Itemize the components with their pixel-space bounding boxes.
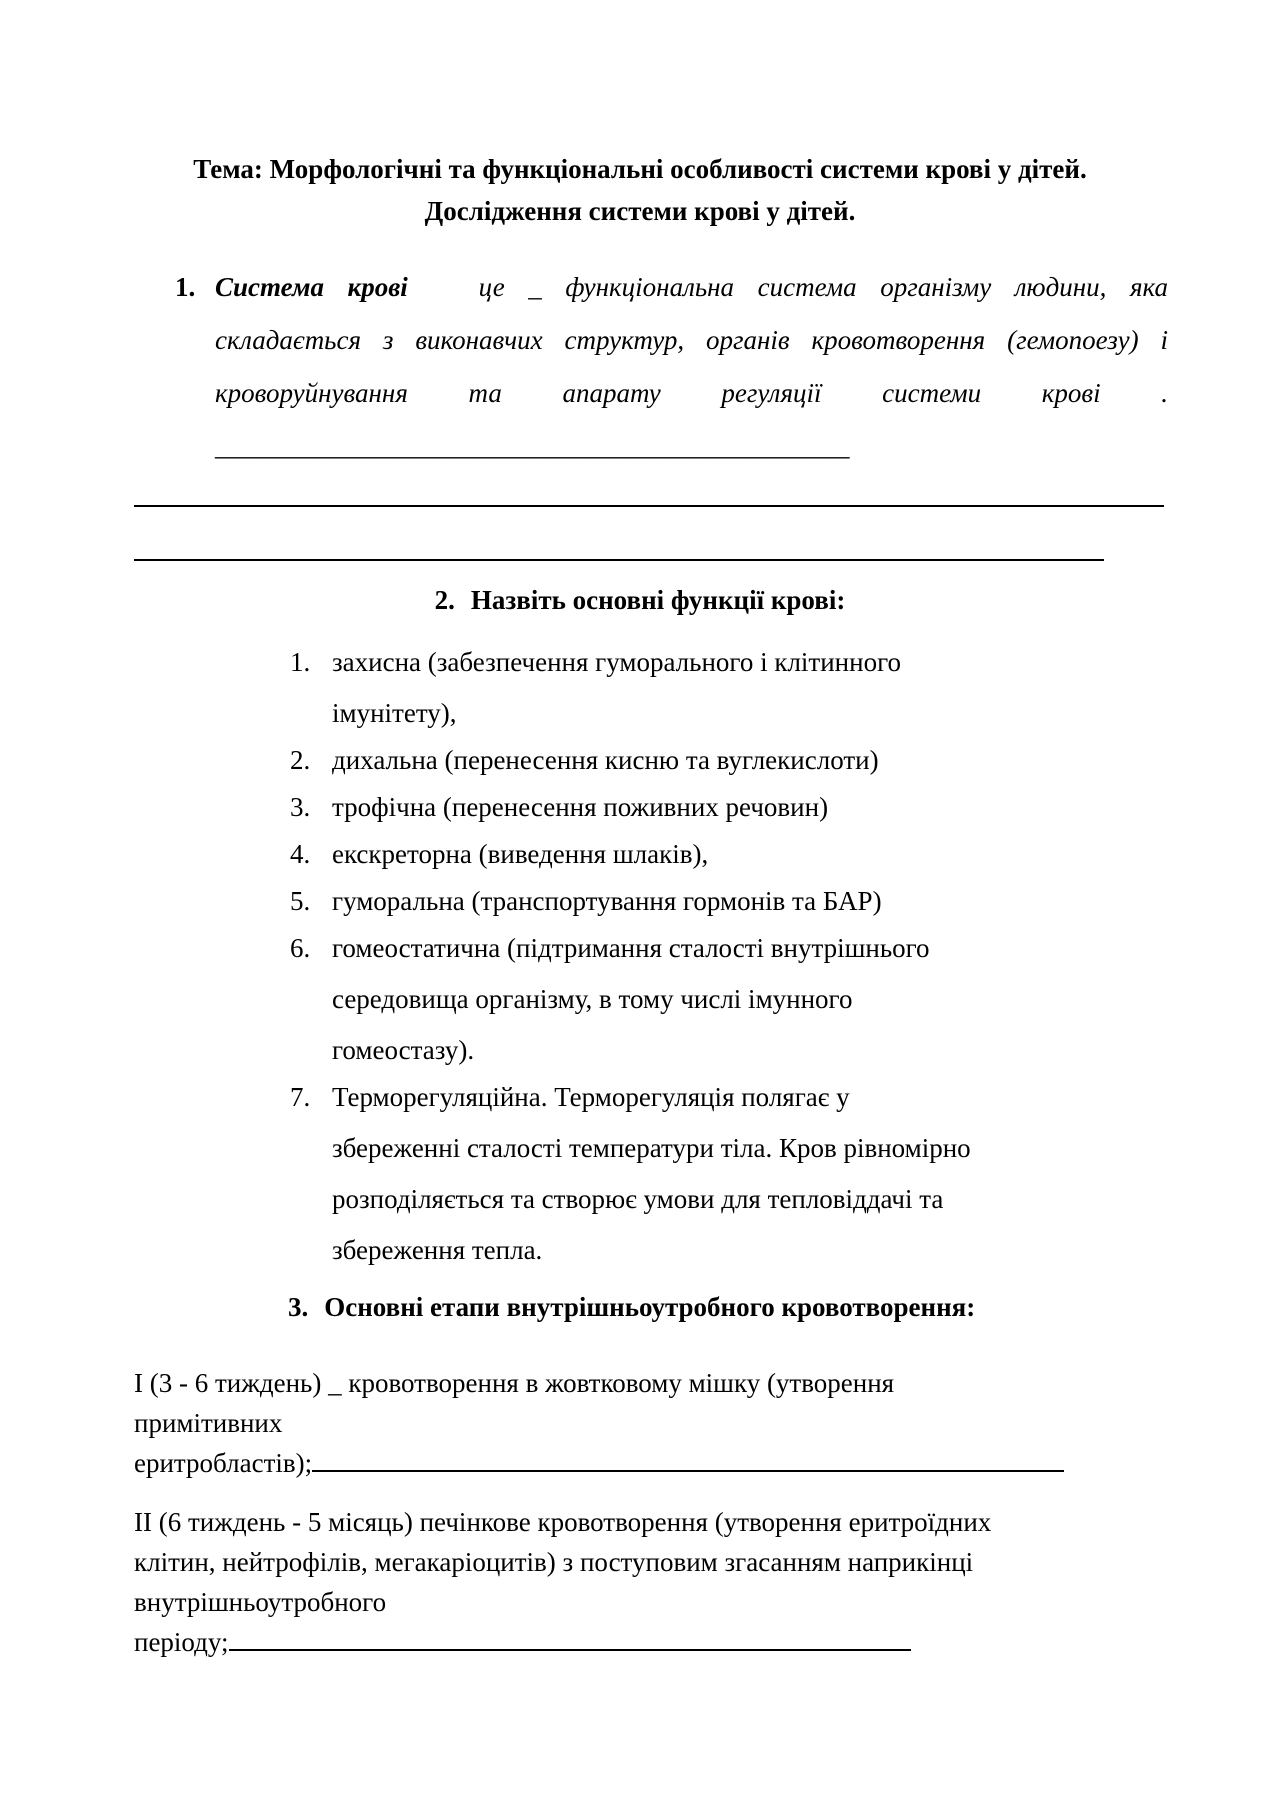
stage-1-line-3-text: еритробластів); [134,1448,313,1478]
function-item-number: 6. [290,933,311,963]
stage-1-answer-blank [312,1446,1064,1472]
functions-list [290,637,1080,1276]
stage-2 [134,1502,1134,1662]
function-item-number: 4. [290,839,311,869]
section-1-number: 1. [175,272,196,302]
stage-2-line-4-text: періоду; [134,1627,229,1657]
function-item-line: розподіляється та створює умови для тепловіддачі та [332,1184,944,1214]
stage-2-line-3: внутрішньоутробного [134,1587,387,1617]
stage-2-answer-blank [229,1625,911,1651]
function-item-line: збереження тепла. [332,1235,543,1265]
function-item [290,923,1080,1076]
section-1 [175,261,1168,473]
section-2-heading-text: Назвіть основні функції крові: [470,585,846,615]
section-1-definition-line-1 [215,261,1168,314]
section-2-heading [100,582,1180,618]
function-item [290,1072,1080,1276]
function-item-number: 1. [290,647,311,677]
function-item [290,637,1080,739]
stage-1-line-2: примітивних [134,1408,283,1438]
section-3-heading-text: Основні етапи внутрішньоутробного кровотворення: [324,1292,976,1322]
stage-2-line-1: II (6 тиждень - 5 місяць) печінкове кровотворення (утворення еритроїдних [134,1507,992,1537]
function-item-line: середовища організму, в тому числі імунного [332,984,853,1014]
function-item-number: 7. [290,1082,311,1112]
section-3-number: 3. [288,1292,309,1322]
answer-rule-2 [134,559,1104,561]
function-item-number: 2. [290,745,311,775]
section-3-heading [288,1289,1188,1325]
answer-rule-1 [134,505,1164,507]
function-item [290,876,1080,927]
section-1-def-text-1: це _ функціональна система організму людини, яка [478,272,1168,302]
stage-1-line-3 [134,1443,1134,1483]
section-1-definition-line-2: складається з виконавчих структур, органів кровотворення (гемопоезу) і [215,325,1168,355]
stage-2-line-4 [134,1622,1134,1662]
function-item-line: гомеостазу). [332,1035,475,1065]
function-item-line: екскреторна (виведення шлаків), [332,839,709,869]
function-item-line: збереженні сталості температури тіла. Кров рівномірно [332,1133,971,1163]
stage-1-line-1: I (3 - 6 тиждень) _ кровотворення в жовтковому мішку (утворення [134,1368,895,1398]
section-1-blank-line: _______________________________________________ [215,431,850,461]
function-item [290,829,1080,880]
function-item-line: гуморальна (транспортування гормонів та БАР) [332,886,882,916]
function-item-number: 5. [290,886,311,916]
stage-1 [134,1363,1134,1483]
section-1-term: Система крові [215,272,408,302]
function-item-number: 3. [290,792,311,822]
document-title [100,148,1180,232]
function-item [290,735,1080,786]
title-line-2: Дослідження системи крові у дітей. [424,196,856,226]
section-1-definition-line-3: кроворуйнування та апарату регуляції системи крові . [215,378,1168,408]
function-item-line: імунітету), [332,698,457,728]
title-line-1: Тема: Морфологічні та функціональні особливості системи крові у дітей. [193,154,1087,184]
function-item-line: дихальна (перенесення кисню та вуглекислоти) [332,745,879,775]
function-item-line: трофічна (перенесення поживних речовин) [332,792,829,822]
function-item-line: захисна (забезпечення гуморального і клітинного [332,647,901,677]
function-item-line: Терморегуляційна. Терморегуляція полягає у [332,1082,850,1112]
section-2-number: 2. [434,585,455,615]
stage-2-line-2: клітин, нейтрофілів, мегакаріоцитів) з поступовим згасанням наприкінці [134,1547,974,1577]
function-item-line: гомеостатична (підтримання сталості внутрішнього [332,933,930,963]
function-item [290,782,1080,833]
